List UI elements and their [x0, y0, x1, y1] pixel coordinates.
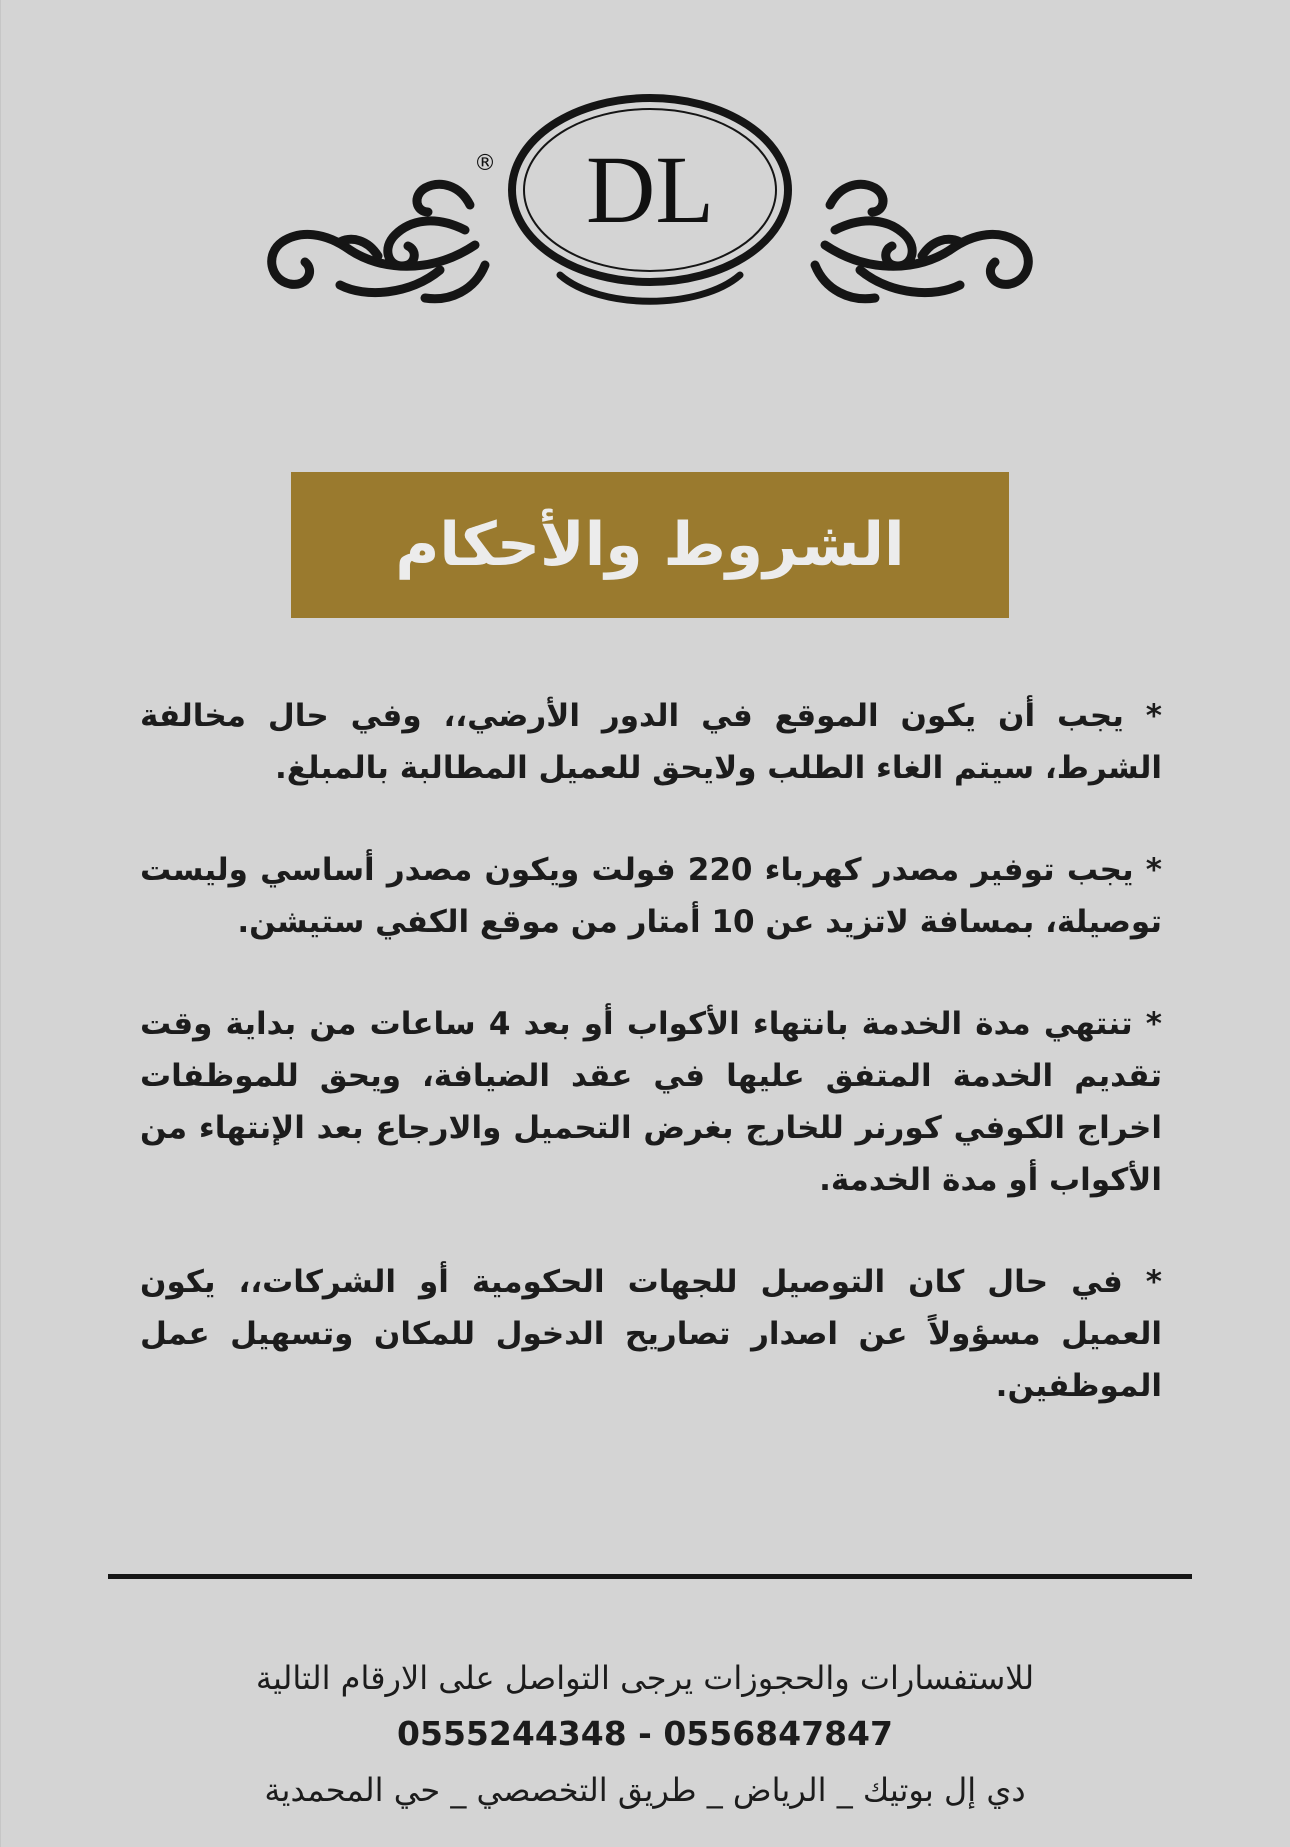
logo-monogram: DL [586, 136, 714, 243]
contact-prompt: للاستفسارات والحجوزات يرجى التواصل على الارقام التالية [255, 1659, 1035, 1697]
page-title: الشروط والأحكام [395, 510, 905, 580]
term-item: * في حال كان التوصيل للجهات الحكومية أو الشركات،، يكون العميل مسؤولاً عن اصدار تصاريح الدخول للمكان وتسهيل عمل الموظفين. [140, 1264, 1162, 1404]
term-item: * يجب توفير مصدر كهرباء 220 فولت ويكون مصدر أساسي وليست توصيلة، بمسافة لاتزيد عن 10 أمتار من موقع الكفي ستيشن. [140, 852, 1162, 940]
registered-mark: ® [474, 151, 496, 176]
dl-logo [260, 80, 1040, 320]
phone-numbers: 0555244348 - 0556847847 [397, 1714, 893, 1753]
ornament-right-icon [815, 184, 1028, 298]
term-item: * تنتهي مدة الخدمة بانتهاء الأكواب أو بعد 4 ساعات من بداية وقت تقديم الخدمة المتفق عليها في عقد الضيافة، ويحق للموظفات اخراج الكوفي كورنر للخارج بغرض التحميل والارجاع بعد الإنتهاء من الأكواب أو مدة الخدمة. [140, 1006, 1162, 1198]
contact-footer [140, 1650, 1150, 1818]
address: دي إل بوتيك _ الرياض _ طريق التخصصي _ حي المحمدية [264, 1771, 1026, 1809]
ornament-left-icon [272, 184, 485, 298]
terms-list [140, 690, 1162, 1462]
title-banner [291, 472, 1009, 618]
footer-divider [108, 1574, 1192, 1579]
term-item: * يجب أن يكون الموقع في الدور الأرضي،، وفي حال مخالفة الشرط، سيتم الغاء الطلب ولايحق للعميل المطالبة بالمبلغ. [140, 698, 1162, 786]
